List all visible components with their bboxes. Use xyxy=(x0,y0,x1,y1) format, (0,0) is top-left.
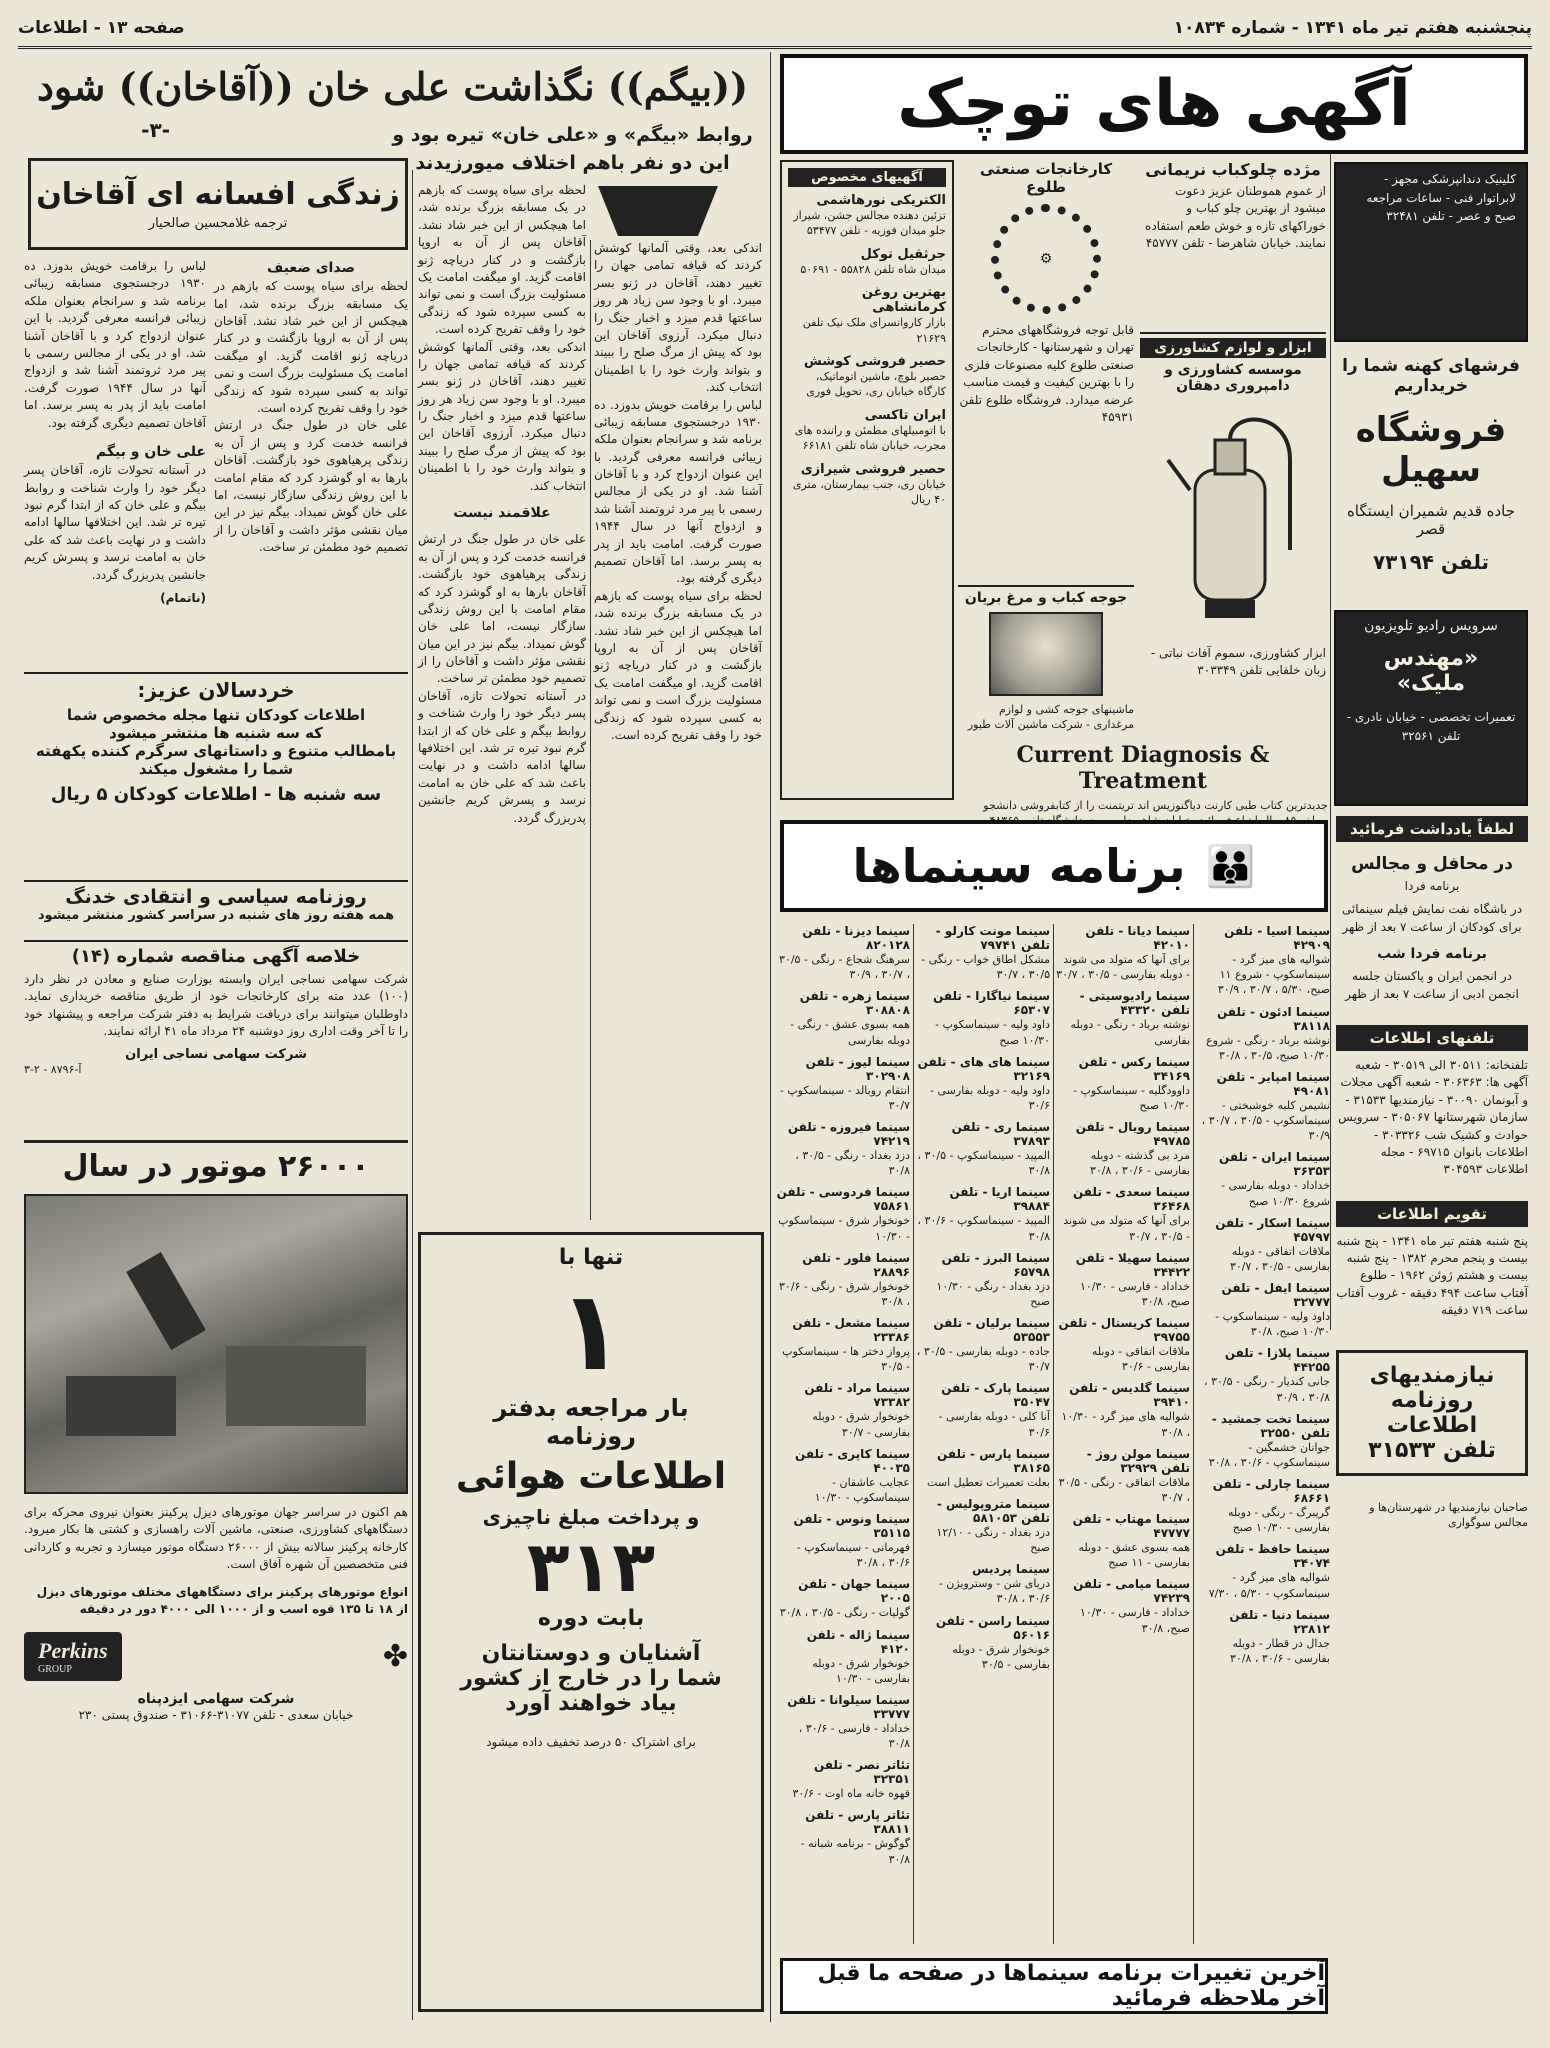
cinema-listing xyxy=(776,1628,910,1686)
cinema-phone: تلفن ۵۳۵۵۳ xyxy=(933,1316,1050,1345)
cinema-details: خداداد - فارسی - ۳۰/۶ ، ۳۰/۸ xyxy=(798,1721,910,1751)
cinema-listing xyxy=(1196,924,1330,998)
cinema-name: سینما پارس - تلفن ۳۸۱۶۵ xyxy=(937,1446,1050,1475)
cinema-listing xyxy=(1056,1055,1190,1113)
issue-date: پنجشنبه هفتم تیر ماه ۱۳۴۱ - شماره ۱۰۸۳۴ xyxy=(1173,18,1532,38)
cinema-phone: تلفن ۳۲۳۵۱ xyxy=(813,1758,910,1787)
chelo-kabab-ad: مژده چلوکباب نریمانی از عموم هموطنان عزیز دعوت میشود از بهترین چلو کباب و خوراکهای تازه و خوش طعم استفاده نمایند. خیابان شاهرضا - تلفن ۴۵۷۷۷ xyxy=(1145,160,1326,251)
cinema-name: سینما سعدی - تلفن ۳۶۴۶۸ xyxy=(1072,1185,1190,1214)
cinema-listing xyxy=(1196,1005,1330,1063)
cinema-details: جوانان خشمگین - سینماسکوپ - ۳۰/۶ ، ۳۰/۸ xyxy=(1208,1440,1330,1469)
cinema-phone: تلفن ۶۸۶۶۱ xyxy=(1212,1477,1330,1506)
cinema-details: المپید - سینماسکوپ - ۳۰/۶ ، ۳۰/۸ xyxy=(917,1214,1050,1243)
cinema-details: برای آنها که متولد می شوند - دوبله بفارسی - ۳۰/۵ ، ۳۰/۷ xyxy=(1056,953,1190,982)
cinema-phone: تلفن ۴۷۷۷۷ xyxy=(1072,1512,1190,1541)
cinema-details: عجایب عاشقان - سینماسکوپ - ۱۰/۳۰ xyxy=(814,1475,910,1504)
cinema-listing xyxy=(1056,1512,1190,1570)
cinema-listing xyxy=(1196,1346,1330,1404)
cinema-phone: تلفن ۸۲۰۱۲۸ xyxy=(802,924,910,952)
cinema-listing xyxy=(776,1185,910,1243)
cinema-details: جانی کندیار - رنگی - ۳۰/۵ ، ۳۰/۸ ، ۳۰/۹ xyxy=(1204,1375,1330,1404)
cinema-name: سینما چارلی - تلفن ۶۸۶۶۱ xyxy=(1212,1477,1330,1506)
cinema-details: خونخوار شرق - دوبله بفارسی - ۳۰/۷ xyxy=(812,1410,910,1439)
cinema-phone: تلفن ۳۵۱۱۵ xyxy=(793,1512,910,1541)
chicken-image xyxy=(989,612,1103,696)
ads-banner: آگهی های توچک xyxy=(780,54,1528,154)
page-number: صفحه ۱۳ - اطلاعات xyxy=(18,18,185,38)
cinema-listing xyxy=(1196,1542,1330,1600)
cinema-listing xyxy=(916,1120,1050,1178)
cinema-phone: تلفن ۳۹۷۵۵ xyxy=(1058,1316,1190,1345)
cinema-phone: تلفن ۳۹۸۸۴ xyxy=(949,1185,1050,1214)
cinema-listing xyxy=(1056,924,1190,982)
cinema-name: سینما دیزنا - تلفن ۸۲۰۱۲۸ xyxy=(802,924,910,952)
cinema-listing xyxy=(776,1693,910,1751)
cinema-details: خداداد - دوبله بفارسی - شروع ۱۰/۳۰ صبح xyxy=(1221,1179,1330,1208)
perkins-emblem-icon: ✤ xyxy=(382,1639,408,1675)
chicken-ad: جوجه کباب و مرغ بریان ماشینهای جوجه کشی و لوازم مرغداری - شرکت ماشین آلات طیور xyxy=(964,590,1134,732)
perkins-logo: Perkins GROUP xyxy=(24,1632,122,1681)
article-col-3: لحظه برای سیاه پوست که بازهم در یک مسابقه بزرگ برنده شد، اما هیچکس از این خبر شاد نشد. آقاخان پس از آن به اروپا بازگشت و در کنار دریاچه ژنو اقامت گزید. او میگفت امامت یک مسئولیت بزرگ است و نمی تواند به کسی سپرده شود که زندگی خود را وقف تفریح کرده است. اندکی بعد، وقتی آلمانها کوشش کردند که قیافه تمامی جهان را تغییر دهند، آقاخان در ژنو بسر میبرد. او با وجود سن زیاد هر روز ساعتها قدم میزد و اخبار جنگ را دنبال میکرد. آرزوی آقاخان این بود که پیش از مرگ صلح را ببیند و بتواند وارث خود را با اطمینان انتخاب کند. علاقمند نیست علی خان در طول جنگ در ارتش فرانسه خدمت کرد و پس از آن به زندگی پرهیاهوی خود بازگشت. آقاخان بارها به او گوشزد کرد که مقام امامت با این روش زندگی سازگار نیست، اما علی خان گوش نمیداد. بیگم نیز در این میان نقشی مؤثر داشت و آقاخان را از تصمیم خود مطمئن تر ساخت. در آستانه تحولات تازه، آقاخان پسر دیگر خود را وارث شناخت و روابط بیگم و علی خان که از ابتدا گرم نبود تیره تر شد. این اختلافها سالها ادامه داشت و در نهایت باعث شد که علی خان به امامت نرسد و پسرش کریم جانشین پدربزرگ گردد. xyxy=(418,183,586,825)
cinema-listing xyxy=(916,1251,1050,1309)
sohail-ad: فرشهای کهنه شما را خریداریم فروشگاه سهیل جاده قدیم شمیران ایستگاه قصر تلفن ۷۳۱۹۴ xyxy=(1342,356,1520,574)
cinema-details: همه بسوی عشق - دوبله بفارسی - ۱۱ صبح xyxy=(1078,1541,1190,1570)
cinema-details: برای آنها که متولد می شوند - ۳۰/۵ ، ۳۰/۷ xyxy=(1063,1214,1190,1243)
cinema-listing xyxy=(916,1185,1050,1243)
cinema-details: شواليه های میز گرد - ۱۰/۳۰ ، ۳۰/۸ xyxy=(1061,1410,1190,1439)
cinema-details: همه بسوی عشق - رنگی - دوبله بفارسی xyxy=(790,1018,910,1047)
tender-notice: خلاصه آگهی مناقصه شماره (۱۴) شرکت سهامی نساجی ایران وابسته بوزارت صنایع و معادن در نظر دارد (۱۰۰) عدد مته برای کارخانجات خود از طریق مناقصه خریداری نماید. داوطلبان میتوانند برای دریافت شرایط به دفتر شرکت مراجعه و پیشنهاد خود را تا آخر وقت اداری روز دوشنبه ۲۴ مرداد ماه ۴۱ ارائه نمایند. شرکت سهامی نساجی ایران آ-۸۷۹۶ - ۲-۳ xyxy=(24,940,408,1132)
cinema-listing xyxy=(1056,1577,1190,1635)
cinema-name: سینما ایفل - تلفن ۳۲۷۷۷ xyxy=(1221,1281,1330,1310)
small-ads-list: آگهیهای مخصوص الکتریکی نورهاشمی تزئین دهنده مجالس جشن، شیراز جلو میدان فوزیه - تلفن ۵۳۴۷۷ جرثقیل توکل میدان شاه تلفن ۵۵۸۲۸ - ۵۰۶۹۱ بهترین روغن کرمانشاهی بازار کاروانسرای ملک نیک تلفن ۲۱۶۲۹ حصیر فروشی کوشش حصیر بلوچ، ماشین اتوماتیک، کارگاه خیابان ری، تحویل فوری ایران تاکسی با اتومبیلهای مطمئن و راننده های مجرب، خیابان شاه تلفن ۶۶۱۸۱ حصیر فروشی شیرازی خیابان ری، جنب بیمارستان، متری ۴۰ ریال xyxy=(780,160,954,800)
sprayer-image xyxy=(1160,400,1310,640)
article-deck: روابط «بیگم» و «علی خان» تیره بود و این دو نفر باهم اختلاف میورزیدند xyxy=(392,124,753,174)
cinema-phone: تلفن ۴۹۷۸۵ xyxy=(1075,1120,1190,1149)
cinema-name: سینما رادیوسیتی - تلفن ۴۳۳۲۰ xyxy=(1079,989,1190,1018)
cinema-name: سینما گلدیس - تلفن ۳۹۴۱۰ xyxy=(1069,1381,1190,1410)
farm-ad-title: ابزار و لوازم کشاورزی موسسه کشاورزی و دامپروری دهقان xyxy=(1140,338,1326,398)
article-col-1: لباس را برقامت خویش بدوزد. ده ۱۹۳۰ درجستجوی مسابقه زیبائی برنامه شد و سرانجام بعنوان ملکه زیبائی فرانسه معرفی گردید. با این عنوان ازدواج کرد و با آقاخان آشنا شد. او در یکی از مجالس رسمی با پیر مرد ثروتمند آشنا شد و ازدواج آنها در سال ۱۹۴۴ صورت گرفت. امامت باید از پدر به پسر برسد. اما آقاخان تصمیم دیگری گرفته بود. علی خان و بیگم در آستانه تحولات تازه، آقاخان پسر دیگر خود را وارث شناخت و روابط بیگم و علی خان که از ابتدا گرم نبود تیره تر شد. این اختلافها سالها ادامه داشت و در نهایت باعث شد که علی خان به امامت نرسد و پسرش کریم جانشین پدربزرگ گردد. (ناتمام) xyxy=(24,259,207,605)
cinema-details: خونخوار شرق - دوبله بفارسی - ۱۰/۳۰ xyxy=(812,1656,910,1685)
cinema-listing xyxy=(776,1316,910,1374)
cinema-phone: تلفن ۳۶۳۵۳ xyxy=(1219,1150,1330,1179)
cinema-details: داود ولیه - دوبله بفارسی - ۳۰/۶ xyxy=(930,1083,1050,1112)
khadang-ad: روزنامه سیاسی و انتقادی خدنگ همه هفته روز های شنبه در سراسر کشور منتشر میشود xyxy=(24,880,408,938)
cinema-listing xyxy=(776,1577,910,1620)
cinema-listing xyxy=(1196,1070,1330,1144)
book-ad: Current Diagnosis & Treatment جدیدترین کتاب طبی کارنت دیاگنوزیس اند تریتمنت را از کتابفروشی دانشجو xyxy=(983,742,1328,812)
pointer-graphic xyxy=(598,186,718,236)
cinema-phone: تلفن ۳۲۹۲۹ xyxy=(1120,1460,1190,1475)
family-icon: 👪 xyxy=(1205,843,1256,890)
page-header xyxy=(18,10,1532,49)
cinema-name: تئاتر نصر - تلفن ۳۲۳۵۱ xyxy=(813,1758,910,1787)
right-bottom-column: لطفاً یادداشت فرمائید در محافل و مجالس برنامه فردا در باشگاه نفت نمایش فیلم سینمائی برای کودکان از ساعت ۷ بعد از ظهر برنامه فردا شب در انجمن ایران و پاکستان جلسه انجمن ادبی از ساعت ۷ بعد از ظهر تلفنهای اطلاعات تلفنخانه: ۳۰۵۱۱ الی ۳۰۵۱۹ - شعبه آگهی ها: ۳۰۶۳۶۳ - شعبه آگهی مجلات و آبونمان ۳۰۰۹۰ - نیازمندیها ۳۱۵۳۳ - سازمان شهرستانها ۳۰۵۰۶۷ - سرویس حوادث و کشیک شب ۳۰۳۳۲۶ - اطلاعات بانوان ۶۹۷۱۵ - مجله اطلاعات ۳۰۴۵۹۳ تقویم اطلاعات پنج شنبه هفتم تیر ماه ۱۳۴۱ - پنج شنبه بیست و پنجم محرم ۱۳۸۲ - پنج شنبه بیست و هشتم ژوئن ۱۹۶۲ - طلوع آفتاب ساعت ۴۹۴ دقیقه - غروب آفتاب ساعت ۷۱۹ دقیقه نیازمندیهای روزنامه اطلاعات تلفن ۳۱۵۳۳ صاحبان نیازمندیها در شهرستان‌ها و مجالس سوگواری xyxy=(1336,816,1528,2016)
cinema-listing xyxy=(1056,1251,1190,1309)
cinema-name: سینما لیوز - تلفن ۳۰۲۹۰۸ xyxy=(805,1054,910,1083)
cinema-details: داوودگلیه - سینماسکوپ - ۱۰/۳۰ صبح xyxy=(1073,1083,1190,1112)
cinema-phone: تلفن ۳۰۲۹۰۸ xyxy=(805,1054,910,1083)
cinema-name: سینما متروپولیس - تلفن ۵۸۱۰۵۳ xyxy=(936,1496,1050,1525)
cinema-name: سینما ایران - تلفن ۳۶۳۵۳ xyxy=(1219,1150,1330,1179)
cinema-listing xyxy=(916,1562,1050,1606)
clinic-ad: کلینیک دندانپزشکی مجهز - لابراتوار فنی - ساعات مراجعه صبح و عصر - تلفن ۳۲۴۸۱ xyxy=(1334,162,1528,342)
cinema-listing xyxy=(1196,1150,1330,1208)
ettelaat-air-ad: تنها با ۱ بار مراجعه بدفتر روزنامه اطلاعات هوائی و پرداخت مبلغ ناچیزی ۳۱۳ بابت دوره آشنایان و دوستانتان شما را در خارج از کشور بیاد خواهند آورد برای اشتراک ۵۰ درصد تخفیف داده میشود xyxy=(418,1232,764,2012)
farm-ad-text: ابزار کشاورزی، سموم آفات نباتی - زبان خلفایی تلفن ۳۰۳۳۴۹ xyxy=(1150,646,1326,678)
cinema-phone: تلفن ۳۲۵۵۰ xyxy=(1260,1425,1330,1440)
cinema-details: خداداد - فارسی - ۱۰/۳۰ صبح، ۳۰/۸ xyxy=(1079,1279,1190,1308)
article-col-4: اندکی بعد، وقتی آلمانها کوشش کردند که قیافه تمامی جهان را تغییر دهند، آقاخان در ژنو بسر میبرد. او با وجود سن زیاد هر روز ساعتها قدم میزد و اخبار جنگ را دنبال میکرد. آرزوی آقاخان این بود که پیش از مرگ صلح را ببیند و بتواند وارث خود را با اطمینان انتخاب کند. لباس را برقامت خویش بدوزد. ده ۱۹۳۰ درجستجوی مسابقه زیبائی برنامه شد و سرانجام بعنوان ملکه زیبائی فرانسه معرفی گردید. با این عنوان ازدواج کرد و با آقاخان آشنا شد. او در یکی از مجالس رسمی با پیر مرد ثروتمند آشنا شد و ازدواج آنها در سال ۱۹۴۴ صورت گرفت. امامت باید از پدر به پسر برسد. اما آقاخان تصمیم دیگری گرفته بود. لحظه برای سیاه پوست که بازهم در یک مسابقه بزرگ برنده شد، اما هیچکس از این خبر شاد نشد. آقاخان پس از آن به اروپا بازگشت و در کنار دریاچه ژنو اقامت گزید. او میگفت امامت یک مسئولیت بزرگ است و نمی تواند به کسی سپرده شود که زندگی خود را وقف تفریح کرده است. xyxy=(594,241,762,742)
cinema-listing xyxy=(916,924,1050,982)
cinema-phone: تلفن ۴۰۰۳۵ xyxy=(795,1446,910,1475)
cinema-footer: آخرین تغییرات برنامه سینماها در صفحه ما قبل آخر ملاحظه فرمائید xyxy=(780,1958,1328,2014)
cinema-listing xyxy=(1056,989,1190,1047)
cinema-phone: تلفن ۷۴۲۱۹ xyxy=(787,1120,910,1149)
cinema-name: سینما سیلوانا - تلفن ۳۳۷۷۷ xyxy=(787,1692,910,1721)
series-title-box: زندگی افسانه ای آقاخان ترجمه غلامحسین صالحیار xyxy=(28,158,408,250)
cinema-details: داود ولیه - سینماسکوپ - ۱۰/۳۰ صبح، ۳۰/۸ xyxy=(1215,1310,1330,1339)
cinema-name: سینما مونت کارلو - تلفن ۷۹۷۴۱ xyxy=(935,924,1050,952)
cinema-details: گوگوش - برنامه شبانه - ۳۰/۸ xyxy=(800,1837,910,1866)
cinema-listing xyxy=(776,1251,910,1309)
cinema-phone: تلفن ۵۸۱۰۵۳ xyxy=(973,1510,1050,1525)
cinema-phone: تلفن ۷۵۸۶۱ xyxy=(776,1185,910,1214)
cinema-phone: تلفن ۳۲۷۷۷ xyxy=(1221,1281,1330,1310)
cinema-phone: تلفن ۲۰۰۵ xyxy=(798,1577,910,1606)
cinema-col-2 xyxy=(1056,924,1190,1954)
cinema-col-1 xyxy=(1196,924,1330,1954)
cinema-listing xyxy=(776,1120,910,1178)
cinema-name: سینما کریستال - تلفن ۳۹۷۵۵ xyxy=(1058,1316,1190,1345)
cinema-details: المپید - سینماسکوپ - ۳۰/۵ ، ۳۰/۸ xyxy=(917,1149,1050,1178)
cinema-name: سینما های های - تلفن ۳۲۱۶۹ xyxy=(917,1054,1050,1083)
cinema-name: سینما اریا - تلفن ۳۹۸۸۴ xyxy=(949,1185,1050,1214)
cinema-listing xyxy=(776,1381,910,1439)
cinema-name: سینما میامی - تلفن ۷۴۲۳۹ xyxy=(1073,1577,1190,1606)
cinema-details: گریبرگ - رنگی - دوبله بفارسی - ۱۰/۳۰ صبح xyxy=(1228,1506,1330,1535)
cinema-phone: تلفن ۳۴۰۷۴ xyxy=(1215,1542,1330,1571)
cinema-name: سینما امپایر - تلفن ۴۹۰۸۱ xyxy=(1216,1069,1330,1098)
cinema-listing xyxy=(1196,1412,1330,1470)
cinema-name: سینما فلور - تلفن ۲۸۸۹۶ xyxy=(802,1250,910,1279)
cinema-phone: تلفن ۷۳۳۸۲ xyxy=(804,1381,910,1410)
cinema-phone: تلفن ۳۸۱۶۵ xyxy=(937,1446,1050,1475)
cinema-listing xyxy=(916,1614,1050,1672)
cinema-listing xyxy=(776,1758,910,1801)
cinema-name: تئاتر پارس - تلفن ۳۸۸۱۱ xyxy=(805,1808,910,1837)
cinema-name: سینما کاپری - تلفن ۴۰۰۳۵ xyxy=(795,1446,910,1475)
cinema-phone: تلفن ۳۸۱۱۸ xyxy=(1216,1004,1330,1033)
cinema-phone: تلفن ۴۵۷۹۷ xyxy=(1215,1215,1330,1244)
cinema-phone: تلفن ۴۳۳۲۰ xyxy=(1120,1003,1190,1018)
cinema-details: داود ولیه - سینماسکوپ - ۱۰/۳۰ صبح xyxy=(935,1018,1050,1047)
cinema-phone: تلفن ۴۱۲۰ xyxy=(806,1627,910,1656)
cinema-listing xyxy=(776,1447,910,1505)
cinema-details: بعلت تعمیرات تعطیل است xyxy=(927,1475,1050,1489)
cinema-name: سینما ژاله - تلفن ۴۱۲۰ xyxy=(806,1627,910,1656)
cinema-listing xyxy=(776,1512,910,1570)
cinema-phone: تلفن ۲۳۸۱۲ xyxy=(1229,1607,1330,1636)
cinema-details: دزد بغداد - رنگی - ۳۰/۵ ، ۳۰/۸ xyxy=(795,1149,910,1178)
cinema-name: سینما برلیان - تلفن ۵۳۵۵۳ xyxy=(933,1316,1050,1345)
cinema-name: سینما پلازا - تلفن ۴۴۲۵۵ xyxy=(1224,1346,1330,1375)
cinema-name: سینما اسکار - تلفن ۴۵۷۹۷ xyxy=(1215,1215,1330,1244)
cinema-listing xyxy=(776,924,910,982)
cinema-details: قهوه خانه ماه اوت - ۳۰/۶ xyxy=(792,1787,910,1801)
cinema-phone: تلفن ۳۰۸۸۰۸ xyxy=(799,989,910,1018)
cinema-phone: تلفن ۲۸۸۹۶ xyxy=(802,1250,910,1279)
cinema-listing xyxy=(1056,1316,1190,1374)
cinema-details: ملاقات اتفاقی - دوبله بفارسی - ۳۰/۵ ، ۳۰/۷ xyxy=(1229,1244,1330,1273)
cinema-name: سینما دیانا - تلفن ۴۲۰۱۰ xyxy=(1085,924,1190,952)
cinema-details: خونخوار شرق - دوبله بفارسی - ۳۰/۵ xyxy=(952,1642,1050,1671)
cinema-listing xyxy=(916,1316,1050,1374)
cinema-details: گولیات - رنگی - ۳۰/۵ ، ۳۰/۸ xyxy=(779,1606,910,1620)
cinema-phone: تلفن ۳۸۸۱۱ xyxy=(805,1808,910,1837)
cinema-details: دریای شن - وسترویژن - ۳۰/۶ ، ۳۰/۸ xyxy=(938,1577,1050,1606)
cinema-phone: تلفن ۳۶۴۶۸ xyxy=(1072,1185,1190,1214)
cinema-details: انتقام روبالد - سینماسکوپ - ۳۰/۷ xyxy=(779,1083,910,1112)
cinema-phone: تلفن ۴۹۰۸۱ xyxy=(1216,1069,1330,1098)
cinema-phone: تلفن ۳۹۴۱۰ xyxy=(1069,1381,1190,1410)
cinema-phone: تلفن ۳۵۰۴۷ xyxy=(941,1381,1050,1410)
cinema-phone: تلفن ۳۴۴۲۲ xyxy=(1075,1250,1190,1279)
cinema-listing xyxy=(1056,1447,1190,1505)
cinema-listing xyxy=(776,1808,910,1866)
cinema-details: پرواز دختر ها - سینماسکوپ - ۳۰/۵ xyxy=(782,1345,910,1374)
cinema-details: فهرمانی - سینماسکوپ - ۳۰/۶ ، ۳۰/۸ xyxy=(796,1541,910,1570)
cinema-name: سینما فردوسی - تلفن ۷۵۸۶۱ xyxy=(776,1185,910,1214)
cinema-col-4 xyxy=(776,924,910,1954)
cinema-name: سینما اسیا - تلفن ۴۲۹۰۹ xyxy=(1224,924,1330,952)
cinema-listing xyxy=(1196,1216,1330,1274)
cinema-listing xyxy=(916,1055,1050,1113)
cinema-phone: تلفن ۳۳۷۷۷ xyxy=(787,1692,910,1721)
kids-magazine-ad: خردسالان عزیز: اطلاعات کودکان تنها مجله مخصوص شما که سه شنبه ها منتشر میشود بامطالب متنوع و داستانهای سرگرم کننده یکهفته شما را مشغول میکند سه شنبه ها - اطلاعات کودکان ۵ ریال xyxy=(35,678,397,805)
cinema-details: نوشته برباد - رنگی - دوبله بفارسی xyxy=(1070,1018,1190,1047)
cinema-details: سرهنگ شجاع - رنگی - ۳۰/۵ ، ۳۰/۷ ، ۳۰/۹ xyxy=(779,953,910,982)
cinema-name: سینما تخت جمشید - تلفن ۳۲۵۵۰ xyxy=(1211,1411,1330,1440)
cinema-phone: تلفن ۳۴۱۶۹ xyxy=(1078,1054,1190,1083)
perkins-ad: ۲۶۰۰۰ موتور در سال هم اکنون در سراسر جهان موتورهای دیزل پرکینز بعنوان نیروی محرکه برای دستگاههای کشاورزی، صنعتی، ماشین آلات راهسازی و کشتی ها بکار میرود. کارخانه پرکینز سالانه بیش از ۲۶۰۰۰ دستگاه موتور میسازد و تجربه و کاردانی فنی متخصصین آن شهره آفاق است. انواع موتورهای پرکینز برای دستگاههای مختلف موتورهای دیزل از ۱۸ تا ۱۳۵ قوه اسب و از ۱۰۰۰ الی ۴۰۰۰ دور در دقیقه Perkins GROUP ✤ شرکت سهامی ایزدپناه خیابان سعدی - تلفن ۳۱۰۷۷-۳۱۰۶۶ - صندوق پستی ۲۳۰ xyxy=(24,1140,408,2023)
cinema-details: شواليه های میز گرد - سینماسکوپ - ۵/۳۰ ، ۷/۳۰ xyxy=(1208,1571,1330,1600)
classified-ad: نیازمندیهای روزنامه اطلاعات تلفن ۳۱۵۳۳ xyxy=(1336,1350,1528,1476)
cinema-col-3 xyxy=(916,924,1050,1954)
cinema-name: سینما پارک - تلفن ۳۵۰۴۷ xyxy=(941,1381,1050,1410)
article-kicker: ((بیگم)) نگذاشت علی خان ((آقاخان)) شود xyxy=(36,63,749,109)
industrial-ad: کارخانجات صنعتی طلوع ⚙ قابل توجه فروشگاههای محترم تهران و شهرستانها - کارخانجات صنعتی طلوع کلیه مصنوعات فلزی را با بهترین کیفیت و قیمت مناسب عرضه میدارد. فروشگاه طلوع تلفن ۴۵۹۳۱ xyxy=(959,160,1134,424)
article-number: -۳- xyxy=(141,118,170,142)
cinema-listing xyxy=(776,989,910,1047)
engines-photo xyxy=(24,1194,408,1494)
cinema-phone: تلفن ۲۳۳۸۶ xyxy=(792,1316,910,1345)
cinema-name: سینما پردیس xyxy=(972,1562,1050,1577)
cinema-phone: تلفن ۷۴۲۳۹ xyxy=(1073,1577,1190,1606)
cinema-listing xyxy=(916,1447,1050,1490)
cinema-listing xyxy=(916,989,1050,1047)
cinema-listing xyxy=(916,1497,1050,1555)
cinema-details: دزد بغداد - رنگی - ۱۲/۱۰ صبح xyxy=(936,1525,1050,1555)
cinema-phone: تلفن ۴۲۰۱۰ xyxy=(1085,924,1190,952)
cinema-phone: تلفن ۴۴۲۵۵ xyxy=(1224,1346,1330,1375)
cinema-phone: تلفن ۴۲۹۰۹ xyxy=(1224,924,1330,952)
cinema-name: سینما ادئون - تلفن ۳۸۱۱۸ xyxy=(1216,1004,1330,1033)
cinema-name: سینما رویال - تلفن ۴۹۷۸۵ xyxy=(1075,1120,1190,1149)
cinema-name: سینما رکس - تلفن ۳۴۱۶۹ xyxy=(1078,1054,1190,1083)
cinema-name: سینما زهره - تلفن ۳۰۸۸۰۸ xyxy=(799,989,910,1018)
cinema-phone: تلفن ۶۵۷۹۸ xyxy=(941,1250,1050,1279)
cinema-phone: تلفن ۷۹۷۴۱ xyxy=(980,938,1050,952)
cinema-name: سینما مولن روژ - تلفن ۳۲۹۲۹ xyxy=(1086,1446,1190,1475)
cinema-details: آنا کلی - دوبله بفارسی - ۳۰/۶ xyxy=(938,1410,1050,1439)
cinema-phone: تلفن ۶۵۳۰۷ xyxy=(933,989,1050,1018)
cinema-name: سینما فیروزه - تلفن ۷۴۲۱۹ xyxy=(787,1120,910,1149)
cinema-phone: تلفن ۳۲۱۶۹ xyxy=(917,1054,1050,1083)
cinema-name: سینما راسن - تلفن ۵۶۰۱۶ xyxy=(935,1613,1050,1642)
cinema-details: ملاقات اتفاقی - دوبله بفارسی - ۳۰/۶ xyxy=(1091,1345,1190,1374)
cinema-details: ملاقات اتفاقی - رنگی - ۳۰/۵ ، ۳۰/۷ xyxy=(1058,1475,1190,1504)
cinema-name: سینما نیاگارا - تلفن ۶۵۳۰۷ xyxy=(933,989,1050,1018)
cinema-listing xyxy=(1056,1120,1190,1178)
cinema-phone: تلفن ۵۶۰۱۶ xyxy=(935,1613,1050,1642)
cinema-name: سینما البرز - تلفن ۶۵۷۹۸ xyxy=(941,1250,1050,1279)
cinema-details: شواليه های میز گرد - سینماسکوپ - شروع ۱۱ صبح، ۵/۳۰ ، ۳۰/۷ ، ۳۰/۹ xyxy=(1217,953,1330,997)
cinema-details: نشیمن کلبه خوشبختی - سینماسکوپ - ۳۰/۵ ، ۳۰/۷ ، ۳۰/۹ xyxy=(1201,1098,1330,1143)
article-col-2: صدای ضعیف لحظه برای سیاه پوست که بازهم در یک مسابقه بزرگ برنده شد، اما هیچکس از این خبر شاد نشد. آقاخان پس از آن به اروپا بازگشت و در کنار دریاچه ژنو اقامت گزید. او میگفت امامت یک مسئولیت بزرگ است و نمی تواند به کسی سپرده شود که زندگی خود را وقف تفریح کرده است. علی خان در طول جنگ در ارتش فرانسه خدمت کرد و پس از آن به زندگی پرهیاهوی خود بازگشت. آقاخان بارها به او گوشزد کرد که مقام امامت با این روش زندگی سازگار نیست، اما علی خان گوش نمیداد. بیگم نیز در این میان نقشی مؤثر داشت و آقاخان را از تصمیم خود مطمئن تر ساخت. xyxy=(214,260,408,555)
cinema-listing xyxy=(1056,1381,1190,1439)
cinema-banner: 👪 برنامه سینماها xyxy=(780,820,1328,912)
cinema-details: مرد بی گذشته - دوبله بفارسی - ۳۰/۶ ، ۳۰/۸ xyxy=(1089,1149,1190,1178)
radio-tv-ad: سرویس رادیو تلویزیون «مهندس ملیک» تعمیرات تخصصی - خیابان نادری - تلفن ۳۲۵۶۱ xyxy=(1334,610,1528,806)
cinema-name: سینما ونوس - تلفن ۳۵۱۱۵ xyxy=(793,1512,910,1541)
cinema-details: نوشته برباد - رنگی - شروع ۱۰/۳۰ صبح، ۳۰/۵ ، ۳۰/۸ xyxy=(1206,1033,1330,1062)
cinema-details: جدال در قطار - دوبله بفارسی - ۳۰/۶ ، ۳۰/۸ xyxy=(1229,1636,1330,1665)
cinema-name: سینما سهیلا - تلفن ۳۴۴۲۲ xyxy=(1075,1250,1190,1279)
cinema-name: سینما جهان - تلفن ۲۰۰۵ xyxy=(798,1577,910,1606)
cinema-name: سینما دنیا - تلفن ۲۳۸۱۲ xyxy=(1229,1607,1330,1636)
cinema-listing xyxy=(916,1381,1050,1439)
cinema-details: دزد بغداد - رنگی - ۱۰/۳۰ صبح xyxy=(936,1279,1050,1308)
cinema-listing xyxy=(1196,1281,1330,1339)
cinema-name: سینما حافظ - تلفن ۳۴۰۷۴ xyxy=(1215,1542,1330,1571)
cinema-listing xyxy=(1196,1608,1330,1666)
cinema-name: سینما مراد - تلفن ۷۳۳۸۲ xyxy=(804,1381,910,1410)
gear-icon: ⚙ xyxy=(991,204,1101,314)
cinema-details: مشکل اطاق خواب - رنگی - ۳۰/۵ ، ۳۰/۷ xyxy=(921,953,1050,982)
cinema-details: جاده - دوبله بفارسی - ۳۰/۵ ، ۳۰/۷ xyxy=(916,1345,1050,1374)
cinema-listing xyxy=(1056,1185,1190,1243)
cinema-phone: تلفن ۳۷۸۹۳ xyxy=(951,1120,1050,1149)
cinema-details: خداداد - فارسی - ۱۰/۳۰ صبح، ۳۰/۸ xyxy=(1079,1606,1190,1635)
cinema-details: خونخوار شرق - سینماسکوپ - ۱۰/۳۰ xyxy=(778,1214,910,1243)
cinema-listing xyxy=(1196,1477,1330,1535)
cinema-listing xyxy=(776,1055,910,1113)
cinema-name: سینما مهتاب - تلفن ۴۷۷۷۷ xyxy=(1072,1512,1190,1541)
cinema-name: سینما مشعل - تلفن ۲۳۳۸۶ xyxy=(792,1316,910,1345)
cinema-name: سینما ری - تلفن ۳۷۸۹۳ xyxy=(951,1120,1050,1149)
cinema-details: خونخوار شرق - رنگی - ۳۰/۶ ، ۳۰/۸ xyxy=(779,1279,910,1308)
